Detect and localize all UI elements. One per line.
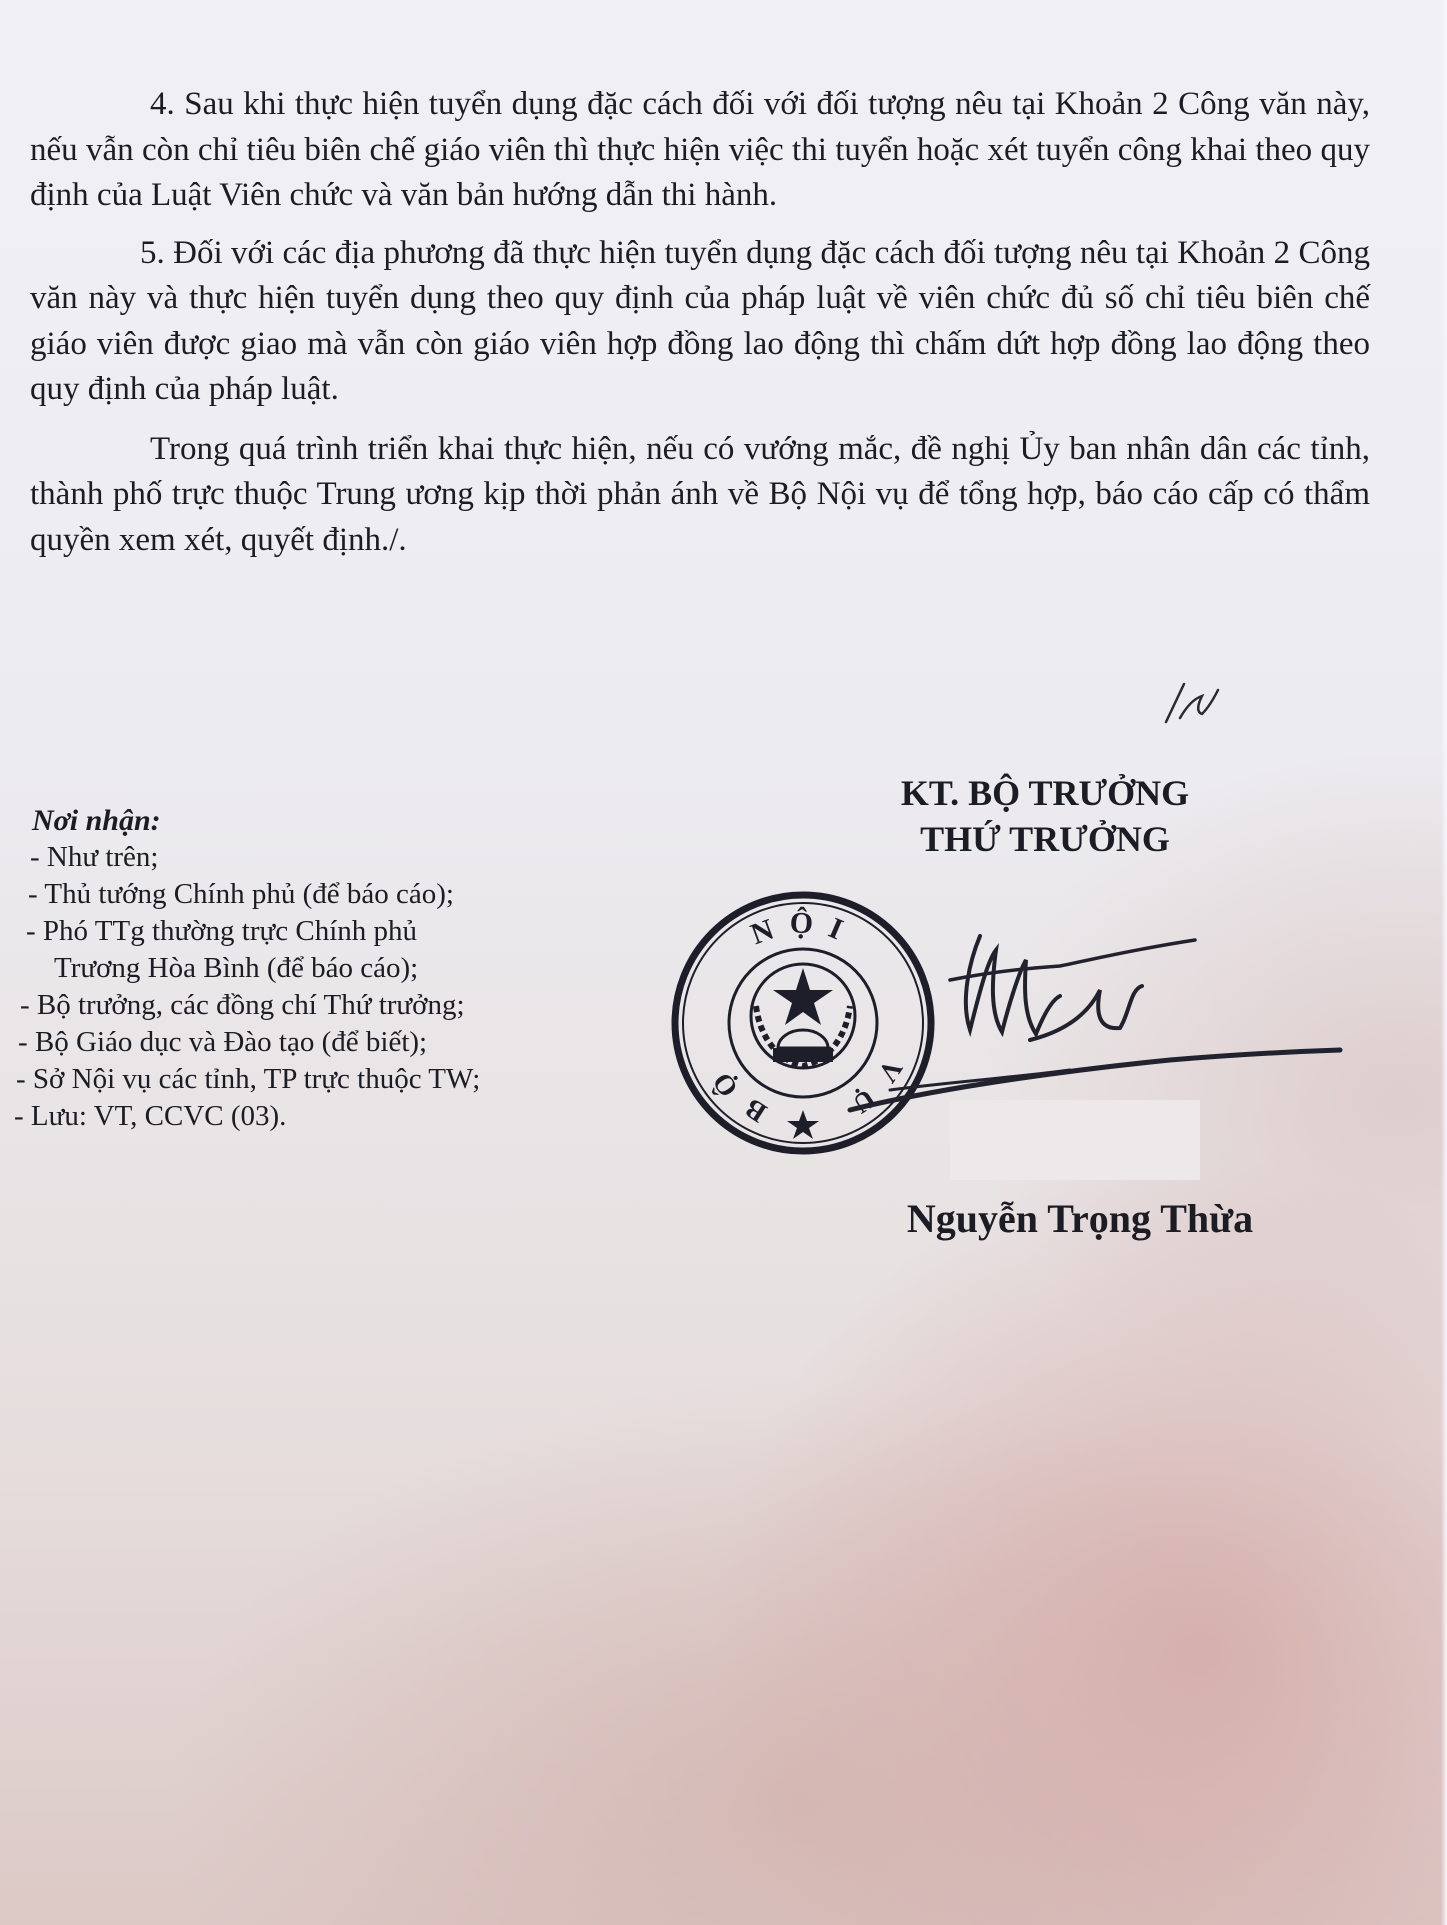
initial-mark: [1158, 678, 1228, 728]
handwritten-signature: [830, 920, 1350, 1120]
signer-name: Nguyễn Trọng Thừa: [906, 1196, 1254, 1241]
seal-text-left: BỘ: [697, 1053, 773, 1129]
paragraph-item-5: 5. Đối với các địa phương đã thực hiện tuyển dụng đặc cách đối tượng nêu tại Khoản 2 Công văn này và thực hiện tuyển dụng theo quy định của pháp luật về viên chức đủ số chỉ tiêu biên chế giáo viên được giao mà vẫn còn giáo viên hợp đồng lao động thì chấm dứt hợp đồng lao động theo quy định của pháp luật.: [30, 234, 1370, 407]
signature-title-line1: KT. BỘ TRƯỞNG: [900, 773, 1190, 813]
recipients-block: [12, 802, 572, 1135]
recipients-heading: Nơi nhận:: [32, 804, 161, 837]
signature-title: [845, 770, 1245, 862]
paragraph-item-4: 4. Sau khi thực hiện tuyển dụng đặc cách đối với đối tượng nêu tại Khoản 2 Công văn này, nếu vẫn còn chỉ tiêu biên chế giáo viên thì thực hiện việc thi tuyển hoặc xét tuyển công khai theo quy định của Luật Viên chức và văn bản hướng dẫn thi hành.: [30, 86, 1370, 213]
page-edge: [1441, 0, 1447, 1925]
closing-paragraph: Trong quá trình triển khai thực hiện, nếu có vướng mắc, đề nghị Ủy ban nhân dân các tỉnh, thành phố trực thuộc Trung ương kịp thời phản ánh về Bộ Nội vụ để tổng hợp, báo cáo cấp có thẩm quyền xem xét, quyết định./.: [30, 430, 1370, 558]
list-item: - Bộ Giáo dục và Đào tạo (để biết);: [18, 1026, 428, 1058]
document-body: [30, 82, 1370, 563]
seal-text-right: VỤ: [833, 1053, 909, 1129]
signature-title-line2: THỨ TRƯỞNG: [920, 819, 1170, 859]
list-item: - Bộ trưởng, các đồng chí Thứ trưởng;: [20, 989, 465, 1021]
list-item: - Thủ tướng Chính phủ (để báo cáo);: [28, 878, 454, 910]
list-item: - Sở Nội vụ các tỉnh, TP trực thuộc TW;: [16, 1063, 481, 1095]
recipients-list: [12, 839, 572, 1135]
list-item: - Lưu: VT, CCVC (03).: [14, 1100, 287, 1132]
seal-star-icon: [787, 1110, 819, 1139]
seal-text-top: NỘI: [746, 906, 861, 952]
list-item: - Phó TTg thường trực Chính phủ: [26, 915, 418, 947]
svg-text:BỘ: [698, 1054, 773, 1128]
list-item: Trương Hòa Bình (để báo cáo);: [54, 952, 419, 984]
list-item: - Như trên;: [30, 841, 159, 873]
